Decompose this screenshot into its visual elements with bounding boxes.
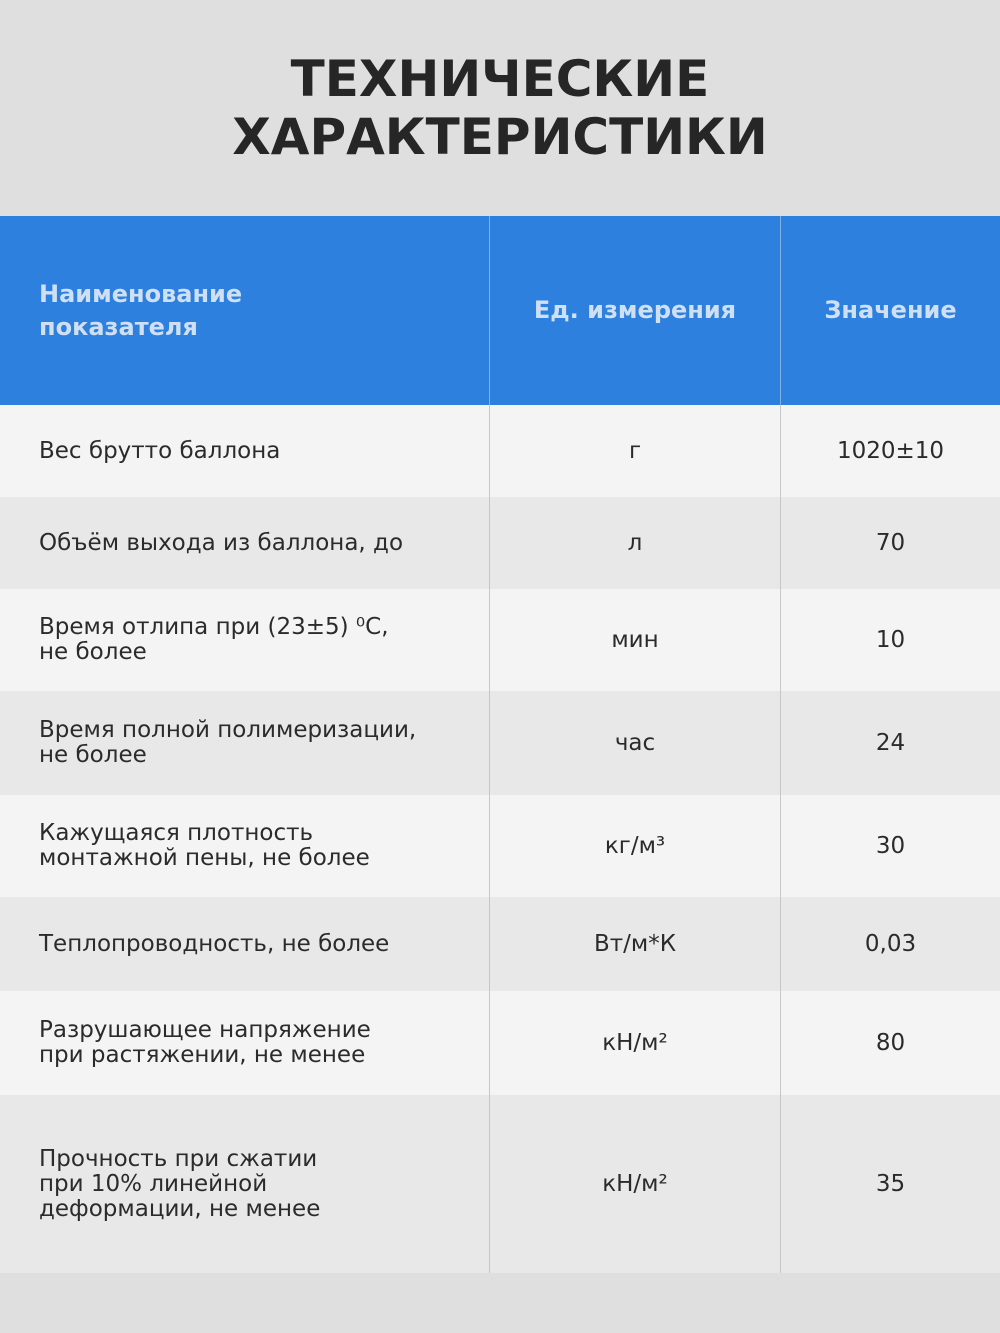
row-unit: л xyxy=(489,497,780,589)
table-row xyxy=(0,405,1000,497)
row-unit: кг/м³ xyxy=(489,795,780,897)
table-row xyxy=(0,897,1000,991)
row-unit: кН/м² xyxy=(489,1095,780,1273)
header-name: Наименование показателя xyxy=(39,279,243,341)
table-row xyxy=(0,991,1000,1095)
table-header-row xyxy=(0,216,1000,405)
row-unit: час xyxy=(489,691,780,795)
header-unit: Ед. измерения xyxy=(489,216,780,405)
table-row xyxy=(0,691,1000,795)
header-value: Значение xyxy=(780,216,1000,405)
table-row xyxy=(0,795,1000,897)
specifications-table xyxy=(0,216,1000,1273)
row-value: 35 xyxy=(780,1095,1000,1273)
row-unit: мин xyxy=(489,589,780,691)
footer-band xyxy=(0,1273,1000,1333)
table-row xyxy=(0,1095,1000,1273)
row-name: Кажущаяся плотность монтажной пены, не более xyxy=(39,820,370,871)
row-unit: г xyxy=(489,405,780,497)
row-value: 24 xyxy=(780,691,1000,795)
row-name: Объём выхода из баллона, до xyxy=(39,529,404,556)
row-value: 80 xyxy=(780,991,1000,1095)
row-value: 30 xyxy=(780,795,1000,897)
row-unit: кН/м² xyxy=(489,991,780,1095)
row-value: 1020±10 xyxy=(780,405,1000,497)
page-title-line-1: ТЕХНИЧЕСКИЕ xyxy=(290,50,710,108)
row-value: 10 xyxy=(780,589,1000,691)
row-name: Время отлипа при (23±5) ⁰С, не более xyxy=(39,614,389,665)
row-unit: Вт/м*К xyxy=(489,897,780,991)
row-name: Вес брутто баллона xyxy=(39,437,281,464)
row-value: 70 xyxy=(780,497,1000,589)
row-name: Разрушающее напряжение при растяжении, не менее xyxy=(39,1017,371,1068)
page-title-line-2: ХАРАКТЕРИСТИКИ xyxy=(232,108,768,166)
row-name: Теплопроводность, не более xyxy=(39,930,390,957)
row-value: 0,03 xyxy=(780,897,1000,991)
table-row xyxy=(0,589,1000,691)
table-row xyxy=(0,497,1000,589)
page-title xyxy=(0,0,1000,216)
row-name: Время полной полимеризации, не более xyxy=(39,717,417,768)
row-name: Прочность при сжатии при 10% линейной деформации, не менее xyxy=(39,1145,321,1222)
